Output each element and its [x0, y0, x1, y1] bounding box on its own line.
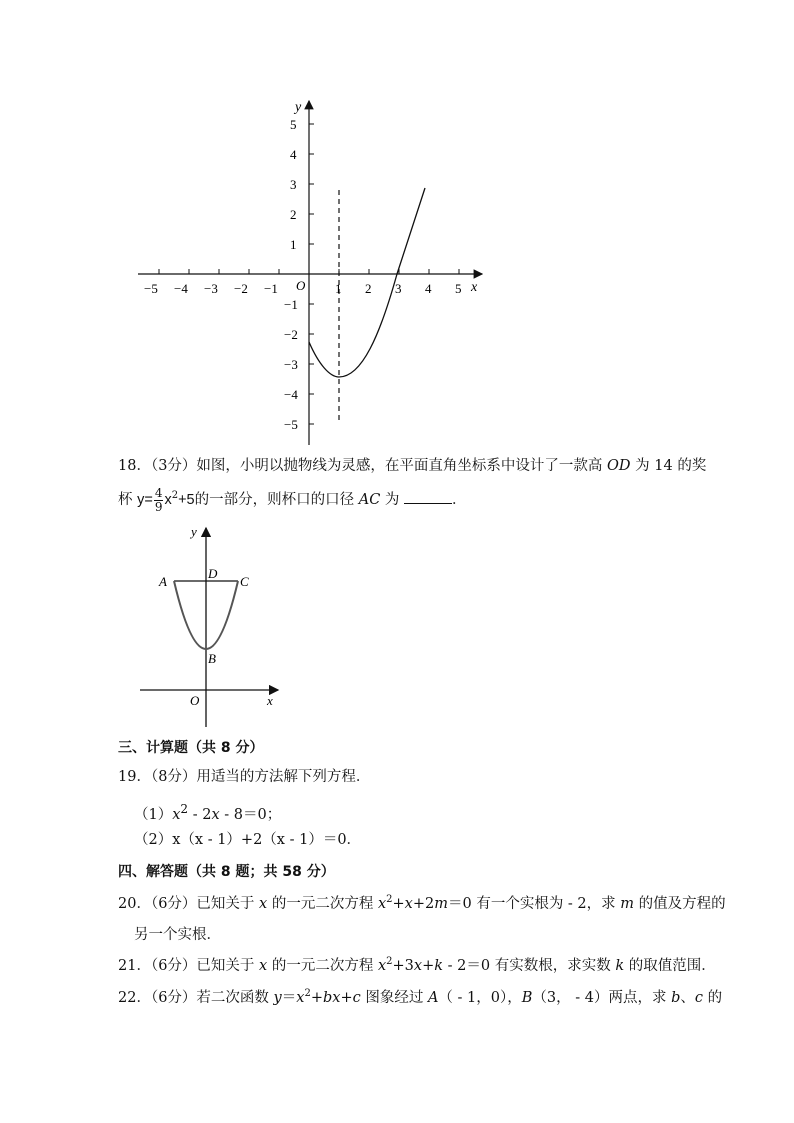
q18-prefix: 18．（3分）如图，小明以抛物线为灵感，在平面直角坐标系中设计了一款高: [118, 458, 608, 474]
x-tick-label: 5: [455, 281, 462, 296]
question-18-line2: [118, 486, 467, 514]
label-c: C: [240, 574, 249, 589]
q18-line2-end: 为: [380, 492, 405, 508]
q20-x1: x: [259, 896, 268, 912]
x-tick-label: −3: [204, 281, 218, 296]
x-axis-label: x: [471, 280, 478, 295]
q21-f: 的取值范围．: [624, 958, 716, 974]
section-3-title: 三、计算题（共 8 分）: [118, 740, 264, 756]
q22-cc: c: [352, 990, 361, 1006]
q22-c: +: [310, 990, 323, 1006]
q20-m2: m: [620, 896, 635, 912]
q21-b: 的一元二次方程: [267, 958, 378, 974]
y-tick-label: 3: [290, 177, 297, 192]
q22-b2: b: [671, 990, 681, 1006]
q21-x2: x: [377, 958, 387, 974]
y-tick-label: −5: [284, 417, 298, 432]
graph-trophy-parabola: [136, 522, 286, 732]
q20-c: +: [392, 896, 405, 912]
q21-k1: k: [434, 958, 444, 974]
q21-x1: x: [259, 958, 268, 974]
q22-exp: 2: [304, 988, 311, 1000]
question-19: 19．（8分）用适当的方法解下列方程．: [118, 769, 371, 785]
x-tick-label: 2: [365, 281, 372, 296]
q18-y-eq: y=: [137, 492, 153, 508]
q18-suffix: 为 14 的奖: [630, 458, 707, 474]
q20-exp: 2: [386, 894, 393, 906]
y-tick-label: 2: [290, 207, 297, 222]
x-tick-label: 1: [335, 281, 342, 296]
q22-point-b: B: [521, 990, 533, 1006]
y-tick-label: −2: [284, 327, 298, 342]
q21-k2: k: [615, 958, 625, 974]
q21-a: 21．（6分）已知关于: [118, 958, 260, 974]
q21-e: - 2＝0 有实数根，求实数: [443, 958, 616, 974]
q18-period: ．: [452, 492, 467, 508]
x-tick-label: 3: [395, 281, 402, 296]
q18-x: x: [164, 492, 172, 508]
question-19-part2: （2）x（x - 1）+2（x - 1）＝0．: [134, 832, 362, 848]
q18-frac-num: 4: [154, 485, 163, 500]
q18-line2-mid: 的一部分，则杯口的口径: [194, 492, 359, 508]
q22-a: 22．（6分）若二次函数: [118, 990, 274, 1006]
q22-y: y: [273, 990, 282, 1006]
q19-p1-c: - 8＝0；: [219, 806, 282, 823]
y-tick-label: 1: [290, 237, 297, 252]
label-y: y: [191, 524, 197, 539]
x-tick-label: −4: [174, 281, 188, 296]
y-tick-label: −4: [284, 387, 298, 402]
q20-x3: x: [404, 896, 413, 912]
question-20-line1: [118, 893, 726, 915]
q19-p1-a: （1）: [134, 806, 173, 823]
q20-e: ＝0 有一个实根为 - 2，求: [447, 896, 621, 912]
y-tick-label: 4: [290, 147, 297, 162]
question-21: [118, 955, 716, 977]
question-22: [118, 987, 722, 1009]
x-tick-label: 4: [425, 281, 432, 296]
q18-exp: 2: [171, 490, 179, 502]
q22-x1: x: [296, 990, 305, 1006]
label-o: O: [190, 693, 200, 708]
q22-bx: bx: [322, 990, 341, 1006]
q18-frac-den: 9: [154, 499, 163, 514]
q20-f: 的值及方程的: [634, 896, 726, 912]
label-b: B: [208, 651, 216, 666]
label-x: x: [267, 693, 273, 708]
label-d: D: [208, 566, 218, 581]
answer-blank[interactable]: [404, 489, 452, 504]
question-20-line2: 另一个实根．: [134, 927, 221, 943]
q20-m1: m: [434, 896, 448, 912]
label-a: A: [159, 574, 167, 589]
y-tick-label: 5: [290, 117, 297, 132]
x-tick-label: −1: [264, 281, 278, 296]
q22-f: （ - 1，0），: [438, 990, 522, 1006]
q22-point-a: A: [427, 990, 439, 1006]
q18-plus5: +5: [178, 492, 195, 508]
q22-i: 的: [703, 990, 723, 1006]
q22-b: ＝: [281, 990, 297, 1006]
q18-ac: AC: [358, 492, 381, 508]
y-tick-label: −3: [284, 357, 298, 372]
q19-p1-x: x: [172, 806, 181, 823]
question-18-line1: [118, 455, 706, 477]
y-tick-label: −1: [284, 297, 298, 312]
origin-label: O: [296, 278, 306, 293]
q21-x3: x: [413, 958, 423, 974]
q19-p1-b: - 2: [188, 806, 212, 823]
q20-a: 20．（6分）已知关于: [118, 896, 260, 912]
graph-coordinate-parabola: [130, 95, 490, 455]
q22-d: +: [340, 990, 353, 1006]
q22-e: 图象经过: [360, 990, 428, 1006]
q21-c: +3: [392, 958, 414, 974]
q21-d: +: [422, 958, 435, 974]
q21-exp: 2: [386, 956, 393, 968]
q20-d: +2: [412, 896, 435, 912]
q22-g: （3， - 4）两点，求: [532, 990, 672, 1006]
q19-p1-exp: 2: [180, 802, 189, 816]
q22-h: 、: [680, 990, 695, 1006]
x-tick-label: −5: [144, 281, 158, 296]
q20-b: 的一元二次方程: [267, 896, 378, 912]
q18-line2-start: 杯: [118, 492, 138, 508]
y-axis-label: y: [295, 100, 302, 115]
q20-x2: x: [377, 896, 387, 912]
q18-fraction: [154, 487, 164, 514]
question-19-part1: [134, 798, 281, 826]
q19-p1-x2: x: [211, 806, 220, 823]
q18-od: OD: [607, 458, 631, 474]
q22-c2: c: [694, 990, 704, 1006]
x-tick-label: −2: [234, 281, 248, 296]
section-4-title: 四、解答题（共 8 题；共 58 分）: [118, 864, 335, 880]
